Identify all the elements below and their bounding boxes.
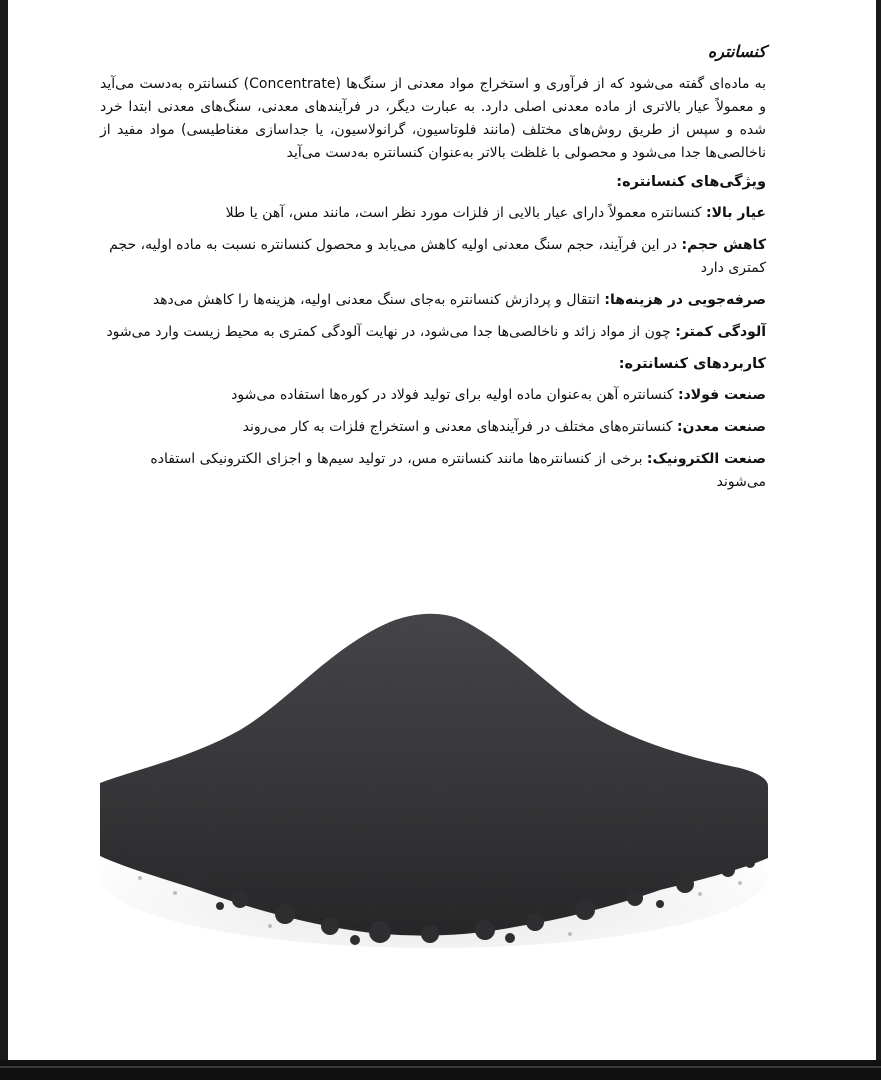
features-heading: ویژگی‌های کنسانتره:	[616, 174, 766, 190]
feature-text: کنسانتره معمولاً دارای عیار بالایی از فلزات مورد نظر است، مانند مس، آهن یا طلا	[225, 205, 702, 221]
feature-item	[100, 202, 766, 225]
feature-term: آلودگی کمتر:	[675, 324, 766, 340]
application-item	[100, 448, 766, 494]
feature-text: انتقال و پردازش کنسانتره به‌جای سنگ معدنی اولیه، هزینه‌ها را کاهش می‌دهد	[152, 292, 600, 308]
application-item	[100, 384, 766, 407]
bottom-frame-bar	[0, 1060, 881, 1080]
application-text: کنسانتره آهن به‌عنوان ماده اولیه برای تولید فولاد در کوره‌ها استفاده می‌شود	[231, 387, 674, 403]
feature-item	[100, 289, 766, 312]
applications-heading: کاربردهای کنسانتره:	[618, 356, 766, 372]
page-title: کنسانتره	[707, 42, 766, 61]
powder-pile-image	[100, 608, 768, 948]
application-text: کنسانتره‌های مختلف در فرآیندهای معدنی و استخراج فلزات به کار می‌روند	[242, 419, 673, 435]
feature-item	[100, 321, 766, 344]
intro-paragraph: به ماده‌ای گفته می‌شود که از فرآوری و استخراج مواد معدنی از سنگ‌ها (Concentrate) کنسانتره به‌دست می‌آید و معمولاً عیار بالاتری از ماده معدنی اصلی دارد. به عبارت دیگر، در فرآیندهای معدنی، سنگ‌های معدنی ابتدا خرد شده و سپس از طریق روش‌های مختلف (مانند فلوتاسیون، گرانولاسیون، یا جداسازی مغناطیسی) مواد مفید از ناخالصی‌ها جدا می‌شود و محصولی با غلظت بالاتر به‌عنوان کنسانتره به‌دست می‌آید	[100, 76, 766, 161]
feature-term: صرفه‌جویی در هزینه‌ها:	[604, 292, 766, 308]
feature-item	[100, 234, 766, 280]
application-text: برخی از کنسانتره‌ها مانند کنسانتره مس، در تولید سیم‌ها و اجزای الکترونیکی استفاده می‌شوند	[150, 451, 766, 490]
feature-term: کاهش حجم:	[681, 237, 766, 253]
application-term: صنعت الکترونیک:	[646, 451, 766, 467]
application-item	[100, 416, 766, 439]
bottom-frame-line	[0, 1066, 881, 1068]
application-term: صنعت فولاد:	[678, 387, 766, 403]
document-content	[100, 40, 766, 503]
application-term: صنعت معدن:	[676, 419, 766, 435]
feature-term: عیار بالا:	[705, 205, 766, 221]
feature-text: در این فرآیند، حجم سنگ معدنی اولیه کاهش می‌یابد و محصول کنسانتره نسبت به ماده اولیه، حجم کمتری دارد	[109, 237, 766, 276]
feature-text: چون از مواد زائد و ناخالصی‌ها جدا می‌شود، در نهایت آلودگی کمتری به محیط زیست وارد می‌شود	[106, 324, 671, 340]
